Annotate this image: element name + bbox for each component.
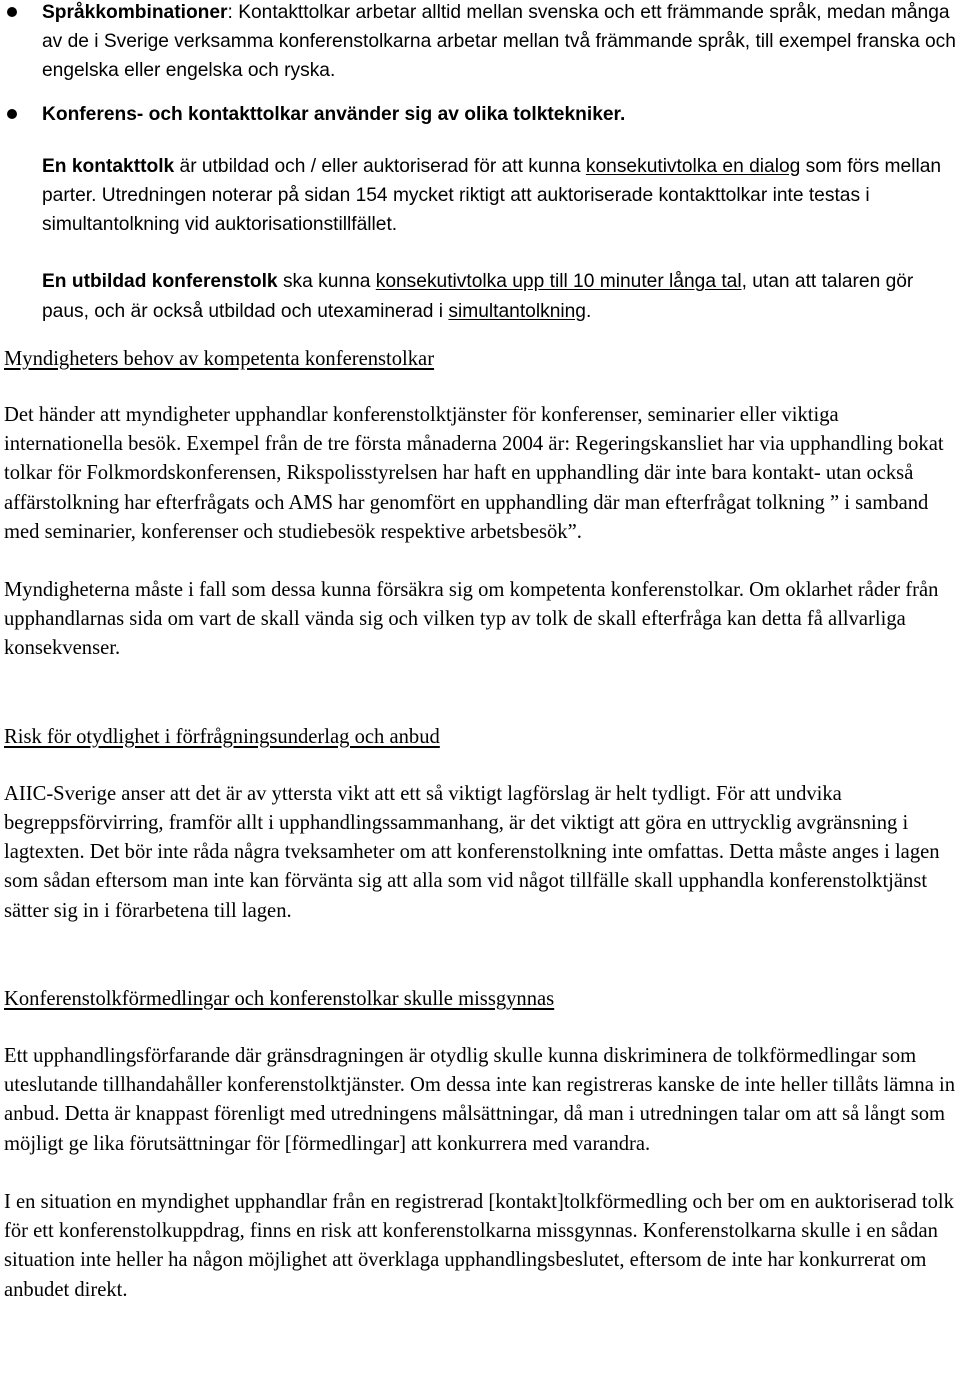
underlined-text: konsekutivtolka en dialog: [585, 155, 801, 177]
underlined-text: konsekutivtolka upp till 10 minuter långa tal: [375, 271, 742, 293]
paragraph: AIIC-Sverige anser att det är av yttersta vikt att ett så viktigt lagförslag är helt tydligt. För att undvika begreppsförvirring, framför allt i upphandlingssammanhang, är det viktigt att göra en uttrycklig avgränsning i lagtexten. Det bör inte råda några tveksamheter om att konferenstolkning inte omfattas. Detta måste anges i lagen som sådan eftersom man inte kan förvänta sig att alla som vid något tillfälle skall upphandla konferenstolktjänst sätter sig in i förarbetena till lagen.: [4, 782, 940, 922]
paragraph: Myndigheterna måste i fall som dessa kunna försäkra sig om kompetenta konferenstolkar. Om oklarhet råder från upphandlarnas sida om vart de skall vända sig och vilken typ av tolk de skall efterfråga kan detta få allvarliga konsekvenser.: [4, 579, 939, 660]
underlined-text: simultantolkning: [448, 300, 586, 322]
paragraph-text: ska kunna: [277, 271, 376, 293]
bullet-item-interpreting-techniques: [0, 100, 960, 129]
bullet-icon: [7, 7, 17, 17]
paragraph-konferenstolk: [0, 267, 960, 325]
bullet-icon: [7, 109, 17, 119]
bullet-term: Språkkombinationer: [42, 2, 228, 23]
paragraph-text: som förs mellan parter. Utredningen noterar på sidan 154 mycket riktigt att auktoriserade kontakttolkar inte testas i simultantolkning vid auktorisationstillfället.: [42, 155, 942, 236]
section-heading-agencies-disadvantaged: Konferenstolkförmedlingar och konferenstolkar skulle missgynnas: [4, 987, 555, 1010]
paragraph: I en situation en myndighet upphandlar från en registrerad [kontakt]tolkförmedling och ber om en auktoriserad tolk för ett konferenstolkuppdrag, finns en risk att konferenstolkarna missgynnas. Konferenstolkarna skulle i en sådan situation inte heller ha någon möjlighet att överklaga upphandlingsbeslutet, eftersom de inte har konkurrerat om anbudet direkt.: [4, 1190, 954, 1301]
bold-term: En kontakttolk: [42, 155, 175, 177]
paragraph-kontakttolk: [0, 152, 960, 240]
paragraph-text: är utbildad och / eller auktoriserad för att kunna: [174, 155, 586, 177]
paragraph: Det händer att myndigheter upphandlar konferenstolktjänster för konferenser, seminarier eller viktiga internationella besök. Exempel från de tre första månaderna 2004 är: Regeringskansliet har via upphandling bokat tolkar för Folkmordskonferensen, Rikspolisstyrelsen har haft en upphandling där inte bara kontakt- utan också affärstolkning har efterfrågats och AMS har genomfört en upphandling där man efterfrågat tolkning ” i samband med seminarier, konferenser och studiebesök respektive arbetsbesök”.: [4, 404, 944, 543]
paragraph-text: .: [585, 300, 592, 322]
bullet-text: Konferens- och kontakttolkar använder sig av olika tolktekniker.: [42, 103, 626, 125]
section-heading-risk-ambiguity: Risk för otydlighet i förfrågningsunderlag och anbud: [4, 725, 440, 748]
section-heading-authorities-need: Myndigheters behov av kompetenta konferenstolkar: [4, 347, 435, 370]
paragraph: Ett upphandlingsförfarande där gränsdragningen är otydlig skulle kunna diskriminera de tolkförmedlingar som uteslutande tillhandahåller konferenstolktjänster. Om dessa inte kan registreras kanske de inte heller tillåts lämna in anbud. Detta är knappast förenligt med utredningens målsättningar, då man i utredningen talar om att så långt som möjligt ge lika förutsättningar för [förmedlingar] att konkurrera med varandra.: [4, 1045, 956, 1155]
bullet-item-language-combinations: [0, 0, 960, 86]
paragraph-text: , utan att talaren gör paus, och är också utbildad och utexaminerad i: [42, 271, 914, 322]
bullet-text: : Kontakttolkar arbetar alltid mellan svenska och ett främmande språk, medan många av de i Sverige verksamma konferenstolkarna arbetar mellan två främmande språk, till exempel franska och engelska eller engelska och ryska.: [42, 2, 956, 82]
bold-term: En utbildad konferenstolk: [42, 271, 278, 293]
